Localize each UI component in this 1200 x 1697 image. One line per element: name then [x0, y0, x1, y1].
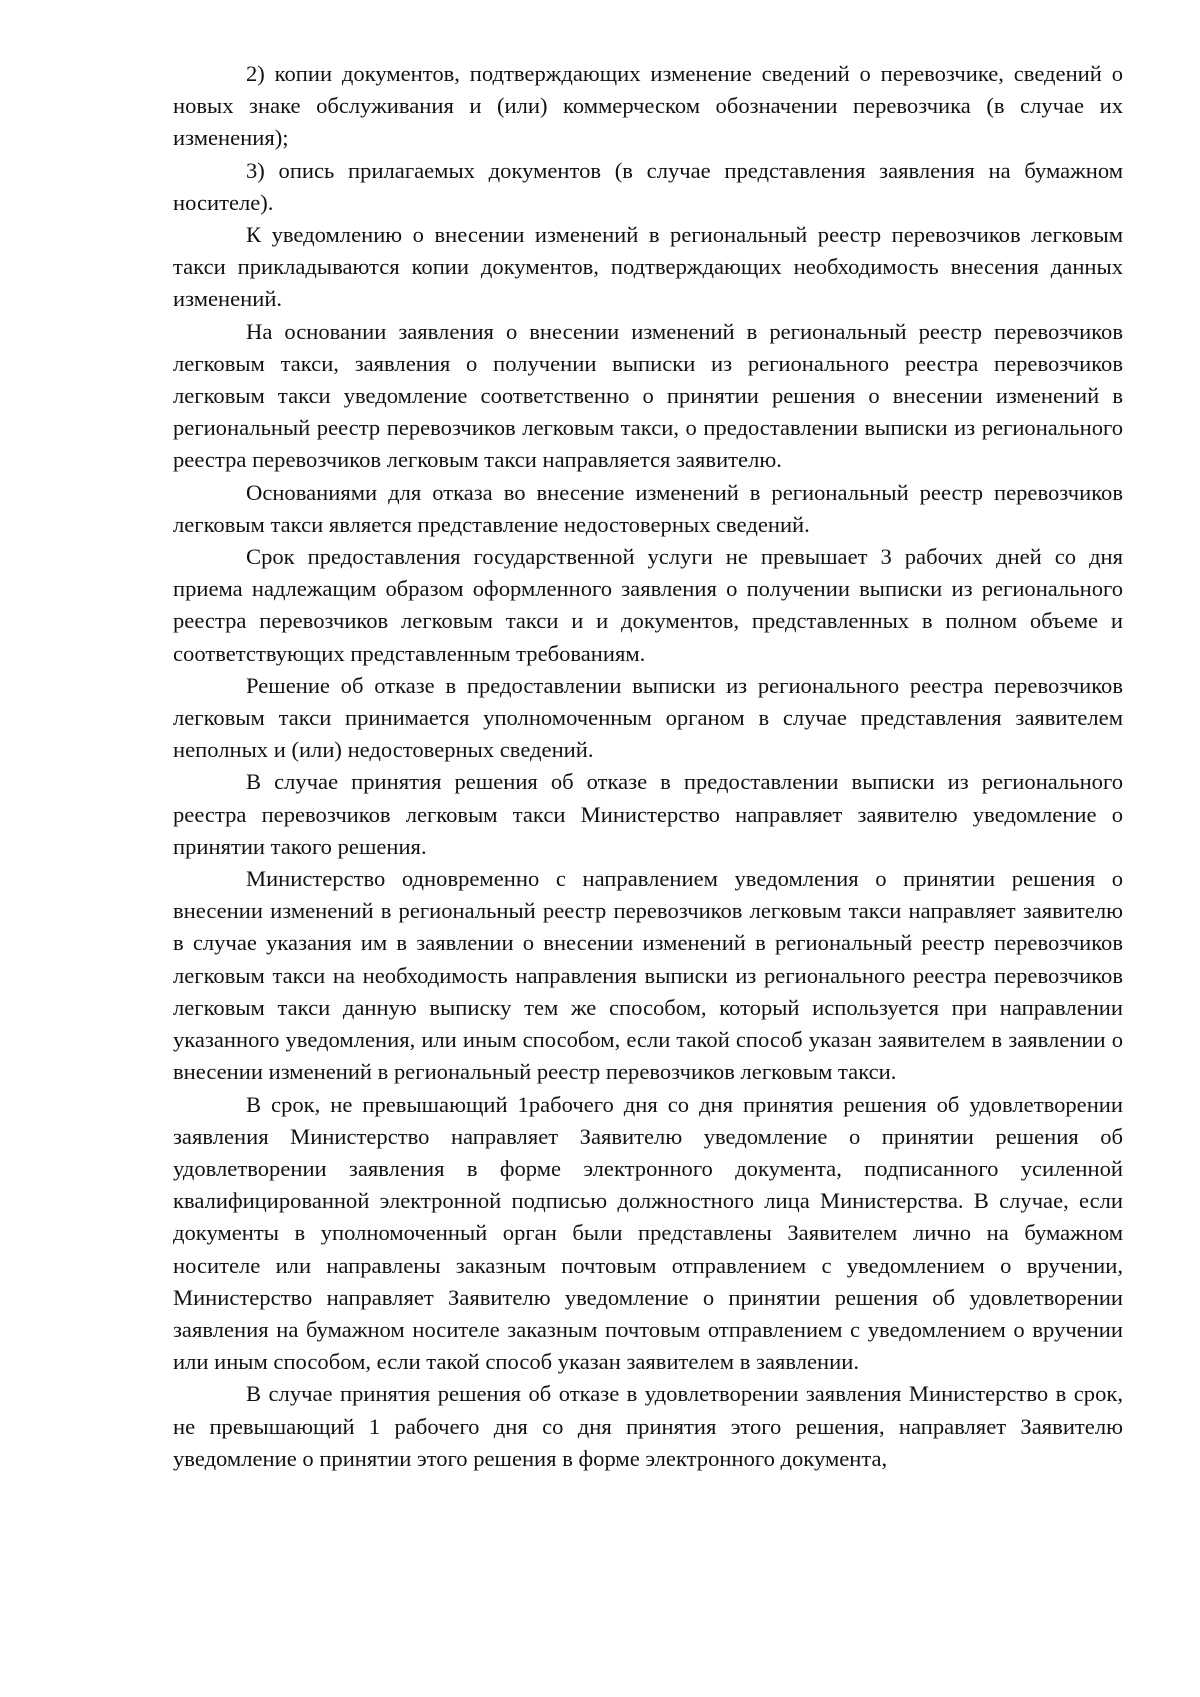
paragraph-grounds-for-refusal: Основаниями для отказа во внесение изменений в региональный реестр перевозчиков легковым такси является представление недостоверных сведений. — [173, 479, 1123, 537]
paragraph-service-term: Срок предоставления государственной услуги не превышает 3 рабочих дней со дня приема надлежащим образом оформленного заявления о получении выписки из регионального реестра перевозчиков легковым такси и и документов, представленных в полном объеме и соответствующих представленным требованиям. — [173, 544, 1123, 666]
paragraph-notification-attachments: К уведомлению о внесении изменений в региональный реестр перевозчиков легковым такси прикладываются копии документов, подтверждающих необходимость внесения данных изменений. — [173, 222, 1123, 312]
paragraph-ministry-extract-dispatch: Министерство одновременно с направлением уведомления о принятии решения о внесении изменений в региональный реестр перевозчиков легковым такси направляет заявителю в случае указания им в заявлении о внесении изменений в региональный реестр перевозчиков легковым такси на необходимость направления выписки из регионального реестра перевозчиков легковым такси данную выписку тем же способом, который используется при направлении указанного уведомления, или иным способом, если такой способ указан заявителем в заявлении о внесении изменений в региональный реестр перевозчиков легковым такси. — [173, 866, 1123, 1085]
paragraph-approval-notice: В срок, не превышающий 1рабочего дня со дня принятия решения об удовлетворении заявления Министерство направляет Заявителю уведомление о принятии решения об удовлетворении заявления в форме электронного документа, подписанного усиленной квалифицированной электронной подписью должностного лица Министерства. В случае, если документы в уполномоченный орган были представлены Заявителем лично на бумажном носителе или направлены заказным почтовым отправлением с уведомлением о вручении, Министерство направляет Заявителю уведомление о принятии решения об удовлетворении заявления на бумажном носителе заказным почтовым отправлением с уведомлением о вручении или иным способом, если такой способ указан заявителем в заявлении. — [173, 1091, 1123, 1375]
paragraph-rejection-notice: В случае принятия решения об отказе в удовлетворении заявления Министерство в срок, не превышающий 1 рабочего дня со дня принятия этого решения, направляет Заявителю уведомление о принятии этого решения в форме электронного документа, — [173, 1381, 1123, 1471]
paragraph-item-3-inventory: 3) опись прилагаемых документов (в случае представления заявления на бумажном носителе). — [173, 157, 1123, 215]
document-body — [173, 58, 1123, 1475]
paragraph-refusal-decision: Решение об отказе в предоставлении выписки из регионального реестра перевозчиков легковым такси принимается уполномоченным органом в случае представления заявителем неполных и (или) недостоверных сведений. — [173, 672, 1123, 763]
paragraph-basis-of-application: На основании заявления о внесении изменений в региональный реестр перевозчиков легковым такси, заявления о получении выписки из регионального реестра перевозчиков легковым такси уведомление соответственно о принятии решения о внесении изменений в региональный реестр перевозчиков легковым такси, о предоставлении выписки из регионального реестра перевозчиков легковым такси направляется заявителю. — [173, 318, 1123, 473]
paragraph-refusal-notice: В случае принятия решения об отказе в предоставлении выписки из регионального реестра перевозчиков легковым такси Министерство направляет заявителю уведомление о принятии такого решения. — [173, 769, 1123, 859]
paragraph-item-2-copies: 2) копии документов, подтверждающих изменение сведений о перевозчике, сведений о новых знаке обслуживания и (или) коммерческом обозначении перевозчика (в случае их изменения); — [173, 61, 1123, 151]
